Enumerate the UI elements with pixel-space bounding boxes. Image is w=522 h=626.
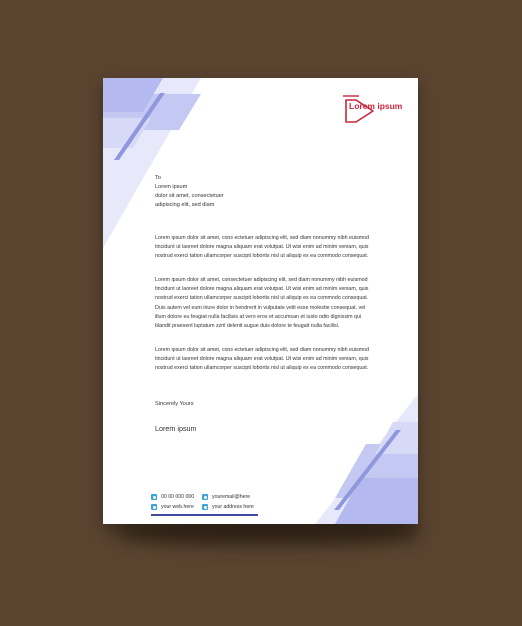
body-paragraph-2: Lorem ipsum dolor sit amet, consectetuer adipiscing elit, sed diam nonummy nibh euismod tincidunt ut laoreet dolore magna aliquam erat volutpat. Ut wisi enim ad minim veniam, quis nostrud exerci tation ullamcorper suscipit lobortis nisl ut aliquip ex ea commodo consequat. Duis autem vel eum iriure dolor in hendrerit in vulputate velit esse molestie consequat, vel illum dolore eu feugiat nulla facilisis at vero eros et accumsan et iusto odio dignissim qui blandit praesent luptatum zzril delenit augue duis dolore te feugait nulla facilisi. bbox=[155, 277, 369, 330]
bottom-right-shapes bbox=[315, 394, 418, 524]
logo-text: Lorem ipsum bbox=[349, 101, 403, 111]
to-label: To bbox=[155, 175, 161, 181]
web-text: your web.here bbox=[161, 504, 194, 510]
contact-web bbox=[151, 504, 194, 510]
email-text: youremail@here bbox=[212, 494, 251, 500]
body-paragraph-1: Lorem ipsum dolor sit amet, cons ectetuer adipiscing elit, sed diam nonummy nibh euismod tincidunt ut laoreet dolore magna aliquam erat volutpat. Ut wisi enim ad minim veniam, quis nostrud exerci tation ullamcorper suscipit lobortis nisl ut aliquip ex ea commodo consequat. bbox=[155, 235, 370, 260]
contact-address bbox=[202, 504, 254, 510]
contact-email bbox=[202, 494, 250, 500]
location-icon bbox=[202, 504, 208, 510]
recipient-block bbox=[155, 174, 224, 210]
recipient-line-1: dolor sit amet, consectetuer bbox=[155, 193, 224, 199]
signature-name: Lorem ipsum bbox=[155, 424, 197, 433]
sign-off: Sincerely Yours bbox=[155, 401, 194, 407]
web-icon bbox=[151, 504, 157, 510]
recipient-name: Lorem ipsum bbox=[155, 184, 188, 190]
phone-text: 00 00 000 000 bbox=[161, 494, 195, 500]
contact-phone bbox=[151, 494, 194, 500]
recipient-line-2: adipiscing elit, sed diam bbox=[155, 202, 215, 208]
body-paragraph-3: Lorem ipsum dolor sit amet, cons ectetuer adipiscing elit, sed diam nonummy nibh euismod tincidunt ut laoreet dolore magna aliquam erat volutpat. Ut wisi enim ad minim veniam, quis nostrud exerci tation ullamcorper suscipit lobortis nisl ut aliquip ex ea commodo consequat. bbox=[155, 347, 370, 372]
footer-divider bbox=[151, 514, 258, 516]
top-left-shapes bbox=[103, 78, 201, 248]
email-icon bbox=[202, 494, 208, 500]
address-text: your address here bbox=[212, 504, 254, 510]
letterhead-page bbox=[103, 78, 418, 524]
phone-icon bbox=[151, 494, 157, 500]
